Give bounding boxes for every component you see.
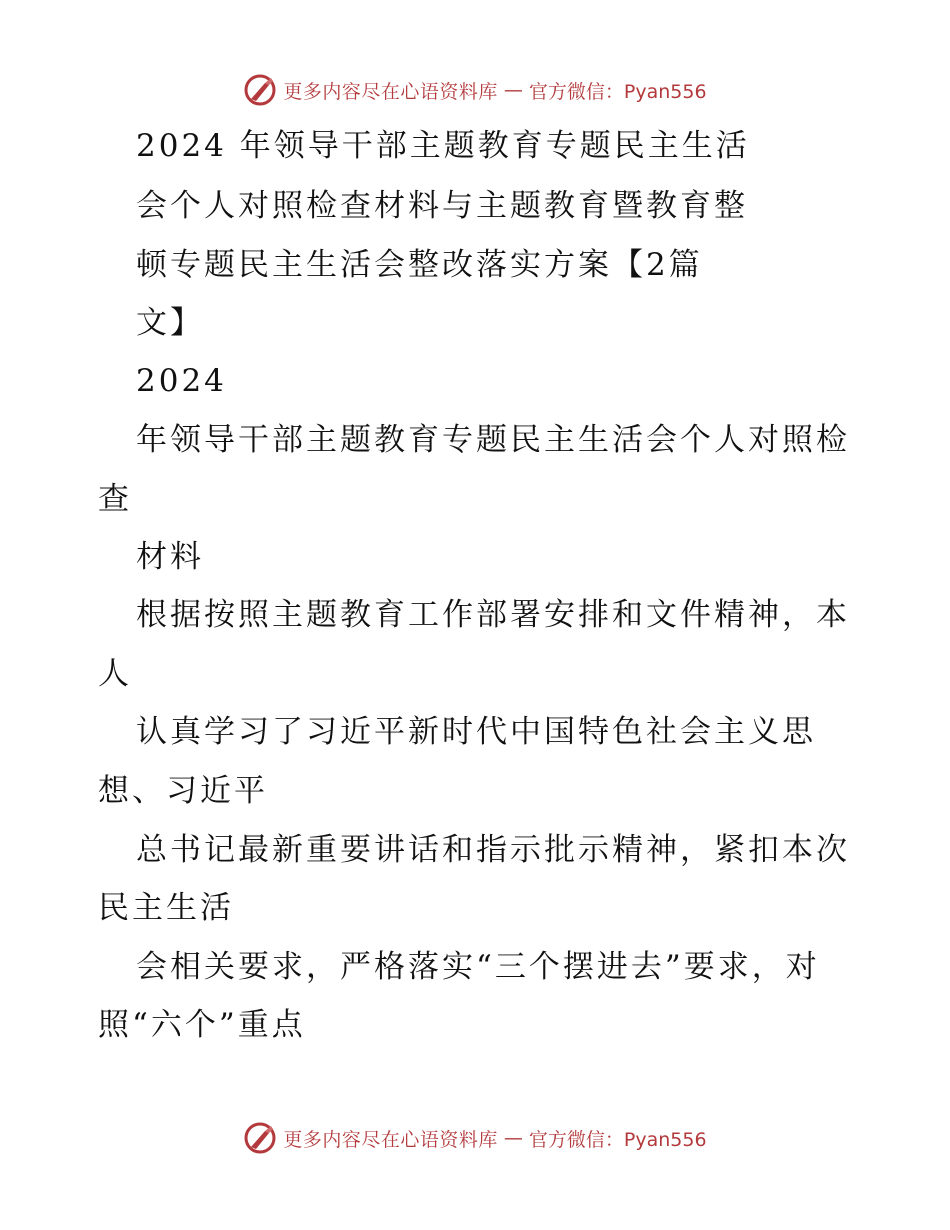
doc-line: 会个人对照检查材料与主题教育暨教育整 [136, 188, 748, 224]
doc-line: 想、习近平 [98, 773, 268, 809]
doc-line: 年领导干部主题教育专题民主生活会个人对照检 [136, 422, 850, 458]
watermark-text: 更多内容尽在心语资料库 [283, 1128, 498, 1151]
footer-watermark [0, 1118, 950, 1158]
doc-line: 总书记最新重要讲话和指示批示精神，紧扣本次 [136, 832, 850, 868]
doc-line: 文】 [136, 305, 204, 341]
watermark-wechat: 官方微信：Pyan556 [528, 80, 707, 103]
header-watermark [0, 70, 950, 110]
watermark-separator: — [503, 79, 523, 101]
doc-line: 2024 年领导干部主题教育专题民主生活 [136, 128, 750, 164]
doc-line: 材料 [136, 539, 204, 575]
doc-line: 认真学习了习近平新时代中国特色社会主义思 [136, 714, 816, 750]
watermark [243, 1121, 706, 1155]
pen-logo-icon [243, 73, 277, 107]
watermark-separator: — [503, 1127, 523, 1149]
doc-line: 查 [98, 481, 132, 517]
pen-logo-icon [243, 1121, 277, 1155]
doc-line: 根据按照主题教育工作部署安排和文件精神，本 [136, 597, 850, 633]
doc-line: 会相关要求，严格落实“三个摆进去”要求，对 [136, 949, 820, 985]
watermark-wechat: 官方微信：Pyan556 [528, 1128, 707, 1151]
watermark-text: 更多内容尽在心语资料库 [283, 80, 498, 103]
doc-line: 照“六个”重点 [98, 1007, 306, 1043]
doc-line: 民主生活 [98, 890, 234, 926]
doc-line: 人 [98, 656, 132, 692]
doc-line: 2024 [136, 363, 227, 399]
watermark [243, 73, 706, 107]
doc-line: 顿专题民主生活会整改落实方案【2篇 [136, 247, 703, 283]
